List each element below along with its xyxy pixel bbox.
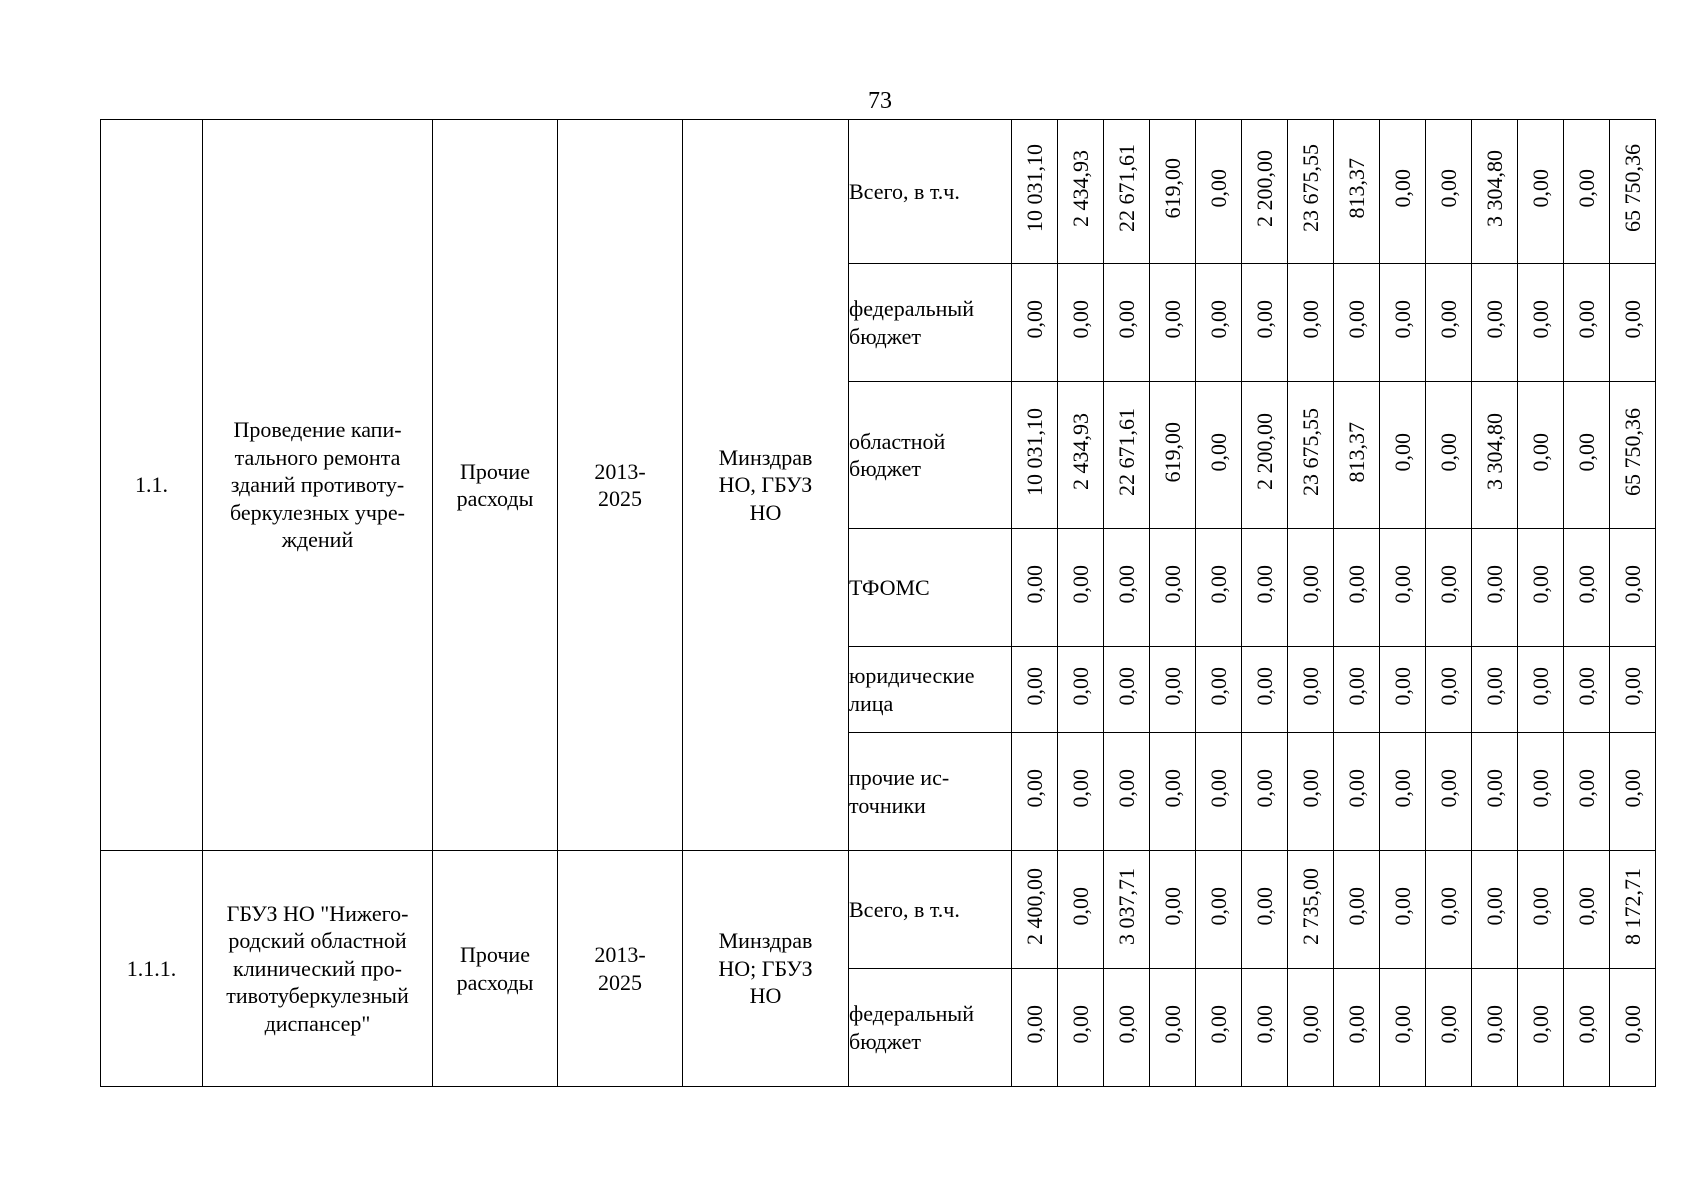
- value-cell: [1104, 264, 1150, 382]
- value-cell: [1196, 120, 1242, 264]
- expense-type: Прочие расходы: [433, 851, 558, 1087]
- value-cell: [1334, 382, 1380, 529]
- funding-source: ТФОМС: [849, 529, 1012, 647]
- value-text: 0,00: [1205, 432, 1231, 471]
- value-text: 0,00: [1435, 432, 1461, 471]
- value-text: 0,00: [1343, 1005, 1369, 1044]
- value-cell: [1472, 733, 1518, 851]
- value-text: 22 671,61: [1113, 407, 1139, 496]
- value-text: 0,00: [1481, 300, 1507, 339]
- value-text: 0,00: [1389, 667, 1415, 706]
- value-text: 0,00: [1113, 769, 1139, 808]
- value-cell: [1012, 733, 1058, 851]
- value-text: 0,00: [1021, 1005, 1047, 1044]
- value-cell: [1564, 733, 1610, 851]
- value-cell: [1058, 733, 1104, 851]
- value-text: 23 675,55: [1297, 144, 1323, 233]
- period: 2013- 2025: [558, 120, 683, 851]
- value-cell: [1150, 382, 1196, 529]
- value-text: 0,00: [1619, 300, 1645, 339]
- value-text: 65 750,36: [1619, 144, 1645, 233]
- value-text: 0,00: [1573, 169, 1599, 208]
- value-text: 0,00: [1251, 300, 1277, 339]
- value-text: 0,00: [1113, 1005, 1139, 1044]
- value-text: 813,37: [1343, 158, 1369, 219]
- value-cell: [1196, 851, 1242, 969]
- value-text: 0,00: [1527, 432, 1553, 471]
- value-cell: [1426, 120, 1472, 264]
- value-text: 0,00: [1205, 887, 1231, 926]
- value-cell: [1610, 969, 1656, 1087]
- value-text: 619,00: [1159, 421, 1185, 482]
- value-text: 10 031,10: [1021, 144, 1047, 233]
- value-text: 0,00: [1297, 565, 1323, 604]
- value-text: 0,00: [1573, 432, 1599, 471]
- value-text: 0,00: [1297, 667, 1323, 706]
- value-cell: [1012, 647, 1058, 733]
- value-text: 0,00: [1481, 769, 1507, 808]
- value-cell: [1150, 851, 1196, 969]
- value-cell: [1012, 529, 1058, 647]
- value-text: 0,00: [1389, 887, 1415, 926]
- value-text: 0,00: [1251, 667, 1277, 706]
- value-cell: [1058, 969, 1104, 1087]
- value-cell: [1564, 851, 1610, 969]
- value-cell: [1518, 382, 1564, 529]
- value-text: 0,00: [1573, 887, 1599, 926]
- value-text: 0,00: [1435, 769, 1461, 808]
- table-row: [101, 851, 1656, 969]
- value-text: 0,00: [1205, 169, 1231, 208]
- value-cell: [1610, 120, 1656, 264]
- value-text: 0,00: [1159, 769, 1185, 808]
- value-text: 0,00: [1343, 887, 1369, 926]
- value-cell: [1104, 851, 1150, 969]
- value-cell: [1380, 529, 1426, 647]
- value-text: 0,00: [1067, 769, 1093, 808]
- value-text: 2 434,93: [1067, 149, 1093, 227]
- value-text: 0,00: [1021, 667, 1047, 706]
- value-text: 0,00: [1389, 432, 1415, 471]
- value-text: 0,00: [1389, 1005, 1415, 1044]
- value-text: 0,00: [1297, 1005, 1323, 1044]
- value-cell: [1564, 529, 1610, 647]
- value-text: 0,00: [1159, 300, 1185, 339]
- value-cell: [1196, 264, 1242, 382]
- value-cell: [1334, 733, 1380, 851]
- value-cell: [1150, 647, 1196, 733]
- funding-source: Всего, в т.ч.: [849, 851, 1012, 969]
- value-text: 0,00: [1205, 769, 1231, 808]
- value-cell: [1472, 529, 1518, 647]
- value-text: 0,00: [1619, 769, 1645, 808]
- value-cell: [1104, 647, 1150, 733]
- value-cell: [1380, 733, 1426, 851]
- value-text: 23 675,55: [1297, 407, 1323, 496]
- value-cell: [1564, 120, 1610, 264]
- value-cell: [1518, 733, 1564, 851]
- value-cell: [1058, 529, 1104, 647]
- value-cell: [1196, 647, 1242, 733]
- value-cell: [1012, 120, 1058, 264]
- value-text: 65 750,36: [1619, 407, 1645, 496]
- value-text: 0,00: [1481, 565, 1507, 604]
- value-cell: [1334, 264, 1380, 382]
- value-cell: [1104, 382, 1150, 529]
- value-cell: [1242, 529, 1288, 647]
- value-cell: [1380, 969, 1426, 1087]
- value-text: 0,00: [1527, 667, 1553, 706]
- value-text: 8 172,71: [1619, 867, 1645, 945]
- value-cell: [1380, 851, 1426, 969]
- value-text: 0,00: [1619, 667, 1645, 706]
- value-text: 0,00: [1021, 565, 1047, 604]
- value-cell: [1426, 264, 1472, 382]
- value-text: 3 304,80: [1481, 413, 1507, 491]
- value-cell: [1518, 647, 1564, 733]
- value-text: 0,00: [1251, 1005, 1277, 1044]
- value-text: 0,00: [1481, 1005, 1507, 1044]
- value-cell: [1104, 969, 1150, 1087]
- value-text: 0,00: [1619, 1005, 1645, 1044]
- value-text: 0,00: [1297, 300, 1323, 339]
- value-cell: [1334, 120, 1380, 264]
- value-text: 0,00: [1573, 300, 1599, 339]
- value-text: 0,00: [1251, 887, 1277, 926]
- value-text: 2 735,00: [1297, 867, 1323, 945]
- value-cell: [1426, 733, 1472, 851]
- value-cell: [1150, 264, 1196, 382]
- value-text: 0,00: [1021, 300, 1047, 339]
- value-cell: [1334, 851, 1380, 969]
- value-text: 0,00: [1573, 565, 1599, 604]
- value-cell: [1426, 647, 1472, 733]
- value-cell: [1472, 647, 1518, 733]
- item-name: Проведение капи- тального ремонта зданий противоту- беркулезных учре- ждений: [203, 120, 433, 851]
- value-text: 22 671,61: [1113, 144, 1139, 233]
- value-cell: [1426, 529, 1472, 647]
- value-text: 0,00: [1389, 169, 1415, 208]
- value-cell: [1426, 851, 1472, 969]
- value-text: 0,00: [1389, 769, 1415, 808]
- value-cell: [1518, 851, 1564, 969]
- value-cell: [1288, 529, 1334, 647]
- value-cell: [1104, 529, 1150, 647]
- value-text: 0,00: [1435, 887, 1461, 926]
- value-cell: [1610, 647, 1656, 733]
- value-cell: [1012, 264, 1058, 382]
- value-text: 0,00: [1435, 565, 1461, 604]
- value-text: 0,00: [1435, 1005, 1461, 1044]
- value-text: 0,00: [1343, 565, 1369, 604]
- value-text: 0,00: [1159, 667, 1185, 706]
- value-text: 0,00: [1619, 565, 1645, 604]
- value-text: 0,00: [1481, 667, 1507, 706]
- value-cell: [1242, 969, 1288, 1087]
- funding-source: федеральный бюджет: [849, 969, 1012, 1087]
- value-cell: [1334, 969, 1380, 1087]
- value-text: 0,00: [1343, 667, 1369, 706]
- value-text: 0,00: [1435, 169, 1461, 208]
- value-cell: [1242, 733, 1288, 851]
- period: 2013- 2025: [558, 851, 683, 1087]
- value-cell: [1380, 120, 1426, 264]
- value-text: 0,00: [1021, 769, 1047, 808]
- value-text: 0,00: [1527, 769, 1553, 808]
- funding-source: Всего, в т.ч.: [849, 120, 1012, 264]
- value-cell: [1288, 382, 1334, 529]
- funding-source: прочие ис- точники: [849, 733, 1012, 851]
- value-cell: [1058, 382, 1104, 529]
- value-text: 0,00: [1435, 300, 1461, 339]
- value-text: 2 434,93: [1067, 413, 1093, 491]
- item-number: 1.1.1.: [101, 851, 203, 1087]
- value-text: 0,00: [1113, 667, 1139, 706]
- value-cell: [1104, 733, 1150, 851]
- value-cell: [1610, 382, 1656, 529]
- budget-table-body: [101, 120, 1656, 1087]
- value-text: 0,00: [1527, 300, 1553, 339]
- value-cell: [1610, 529, 1656, 647]
- value-cell: [1242, 382, 1288, 529]
- value-text: 0,00: [1481, 887, 1507, 926]
- value-text: 0,00: [1573, 769, 1599, 808]
- funding-source: областной бюджет: [849, 382, 1012, 529]
- value-text: 0,00: [1573, 1005, 1599, 1044]
- value-cell: [1242, 264, 1288, 382]
- value-text: 0,00: [1343, 300, 1369, 339]
- value-text: 3 037,71: [1113, 867, 1139, 945]
- value-cell: [1564, 647, 1610, 733]
- value-cell: [1564, 969, 1610, 1087]
- value-cell: [1472, 382, 1518, 529]
- item-name: ГБУЗ НО "Нижего- родский областной клинический про- тивотуберкулезный диспансер": [203, 851, 433, 1087]
- value-cell: [1426, 969, 1472, 1087]
- value-text: 0,00: [1205, 1005, 1231, 1044]
- value-cell: [1472, 264, 1518, 382]
- value-text: 0,00: [1251, 565, 1277, 604]
- value-cell: [1242, 851, 1288, 969]
- value-cell: [1288, 969, 1334, 1087]
- value-text: 0,00: [1205, 667, 1231, 706]
- value-text: 0,00: [1067, 887, 1093, 926]
- value-text: 813,37: [1343, 421, 1369, 482]
- value-text: 0,00: [1527, 887, 1553, 926]
- value-cell: [1196, 733, 1242, 851]
- value-cell: [1610, 851, 1656, 969]
- value-cell: [1012, 851, 1058, 969]
- value-cell: [1288, 733, 1334, 851]
- value-text: 0,00: [1527, 1005, 1553, 1044]
- responsible: Минздрав НО; ГБУЗ НО: [683, 851, 849, 1087]
- value-text: 0,00: [1389, 300, 1415, 339]
- value-cell: [1288, 120, 1334, 264]
- table-row: [101, 120, 1656, 264]
- value-cell: [1242, 647, 1288, 733]
- funding-source: федеральный бюджет: [849, 264, 1012, 382]
- value-cell: [1288, 647, 1334, 733]
- value-cell: [1196, 969, 1242, 1087]
- value-cell: [1058, 264, 1104, 382]
- value-cell: [1518, 529, 1564, 647]
- value-text: 0,00: [1113, 565, 1139, 604]
- value-cell: [1426, 382, 1472, 529]
- value-cell: [1242, 120, 1288, 264]
- value-cell: [1288, 851, 1334, 969]
- value-text: 0,00: [1527, 565, 1553, 604]
- item-number: 1.1.: [101, 120, 203, 851]
- value-cell: [1288, 264, 1334, 382]
- value-cell: [1196, 382, 1242, 529]
- responsible: Минздрав НО, ГБУЗ НО: [683, 120, 849, 851]
- page-number: 73: [868, 88, 892, 114]
- value-cell: [1610, 264, 1656, 382]
- value-text: 0,00: [1113, 300, 1139, 339]
- value-cell: [1518, 969, 1564, 1087]
- value-cell: [1334, 529, 1380, 647]
- value-cell: [1518, 264, 1564, 382]
- value-text: 0,00: [1067, 667, 1093, 706]
- value-text: 0,00: [1159, 565, 1185, 604]
- value-cell: [1012, 969, 1058, 1087]
- value-text: 0,00: [1067, 1005, 1093, 1044]
- value-text: 0,00: [1297, 769, 1323, 808]
- value-cell: [1564, 264, 1610, 382]
- value-text: 10 031,10: [1021, 407, 1047, 496]
- value-text: 0,00: [1343, 769, 1369, 808]
- value-text: 0,00: [1435, 667, 1461, 706]
- value-cell: [1380, 382, 1426, 529]
- value-text: 2 200,00: [1251, 413, 1277, 491]
- value-cell: [1334, 647, 1380, 733]
- value-cell: [1564, 382, 1610, 529]
- value-text: 0,00: [1159, 1005, 1185, 1044]
- value-cell: [1196, 529, 1242, 647]
- expense-type: Прочие расходы: [433, 120, 558, 851]
- value-text: 2 400,00: [1021, 867, 1047, 945]
- value-text: 0,00: [1389, 565, 1415, 604]
- value-cell: [1150, 969, 1196, 1087]
- value-text: 0,00: [1251, 769, 1277, 808]
- value-cell: [1012, 382, 1058, 529]
- value-text: 0,00: [1527, 169, 1553, 208]
- value-cell: [1518, 120, 1564, 264]
- value-text: 0,00: [1573, 667, 1599, 706]
- value-cell: [1472, 851, 1518, 969]
- value-text: 0,00: [1205, 300, 1231, 339]
- value-cell: [1104, 120, 1150, 264]
- value-cell: [1058, 120, 1104, 264]
- value-cell: [1058, 647, 1104, 733]
- value-cell: [1150, 529, 1196, 647]
- value-cell: [1610, 733, 1656, 851]
- value-cell: [1380, 264, 1426, 382]
- value-cell: [1472, 120, 1518, 264]
- value-cell: [1150, 120, 1196, 264]
- value-text: 3 304,80: [1481, 149, 1507, 227]
- value-cell: [1472, 969, 1518, 1087]
- value-cell: [1058, 851, 1104, 969]
- value-text: 619,00: [1159, 158, 1185, 219]
- funding-source: юридические лица: [849, 647, 1012, 733]
- value-text: 0,00: [1067, 300, 1093, 339]
- value-text: 2 200,00: [1251, 149, 1277, 227]
- value-text: 0,00: [1067, 565, 1093, 604]
- value-cell: [1150, 733, 1196, 851]
- value-text: 0,00: [1159, 887, 1185, 926]
- value-text: 0,00: [1205, 565, 1231, 604]
- value-cell: [1380, 647, 1426, 733]
- budget-table: [100, 119, 1656, 1087]
